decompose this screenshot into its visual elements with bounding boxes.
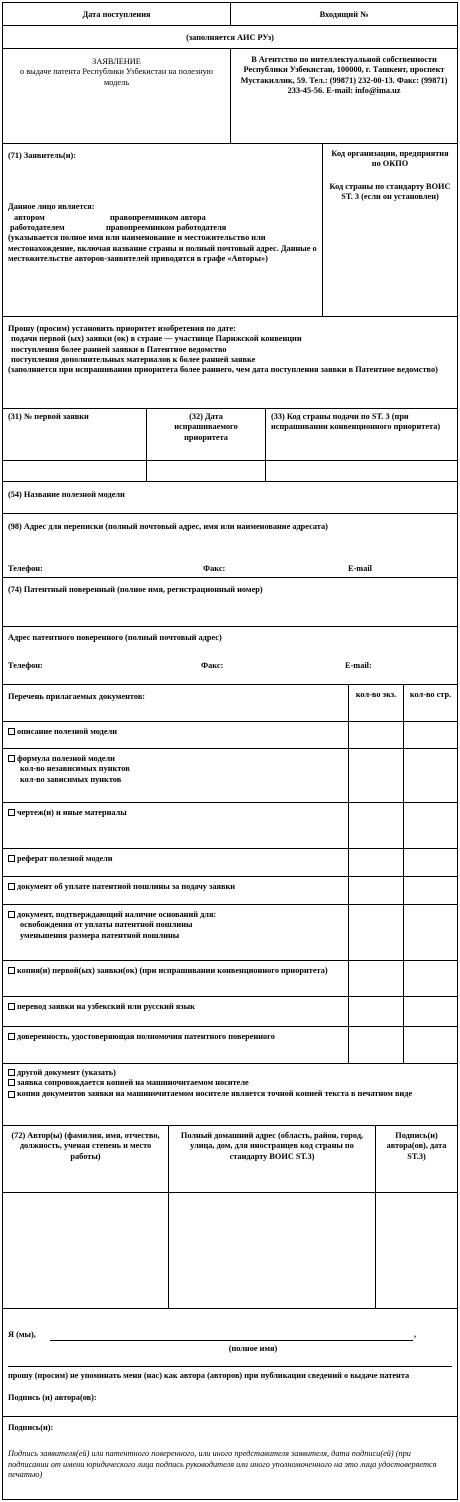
checkbox[interactable]	[8, 883, 15, 890]
priority-line1: Прошу (просим) установить приоритет изобретения по дате:	[8, 324, 236, 333]
document-sublabel: уменьшения размера патентной пошлины	[20, 930, 180, 940]
checkbox[interactable]	[8, 1079, 15, 1086]
model-name-label: (54) Название полезной модели	[8, 490, 125, 499]
copies-field[interactable]	[348, 960, 404, 997]
other-documents-cell	[2, 1063, 458, 1126]
authors-field[interactable]	[2, 1192, 169, 1309]
correspondence-email: E-mail	[348, 564, 372, 573]
document-label-text: формула полезной модели	[17, 754, 115, 763]
country-code-header	[265, 408, 458, 461]
pages-field[interactable]	[403, 904, 458, 961]
author-signature-label: Подпись(и) автора(ов), дата ST.3)	[386, 1131, 447, 1161]
documents-header-label: Перечень прилагаемых документов:	[8, 692, 146, 701]
country-code-field[interactable]	[265, 460, 458, 482]
checkbox[interactable]	[8, 1003, 15, 1010]
agency-address: В Агентство по интеллектуальной собственности Республики Узбекистан, 100000, г. Ташкент, проспект Мустакиллик, 59. Тел.: (99871) 232-00-13. Факс: (99871) 233-45-56. E-mail: info@ima.uz	[240, 55, 448, 96]
applicant-label: (71) Заявитель(и):	[8, 151, 77, 160]
correspondence-phone: Телефон:	[8, 564, 43, 573]
document-row[interactable]	[2, 721, 349, 749]
document-row[interactable]	[2, 996, 349, 1027]
authors-header	[2, 1125, 169, 1193]
document-label-text: описание полезной модели	[17, 727, 117, 736]
applicant-cell[interactable]	[2, 143, 323, 317]
date-received-label: Дата поступления	[82, 10, 151, 19]
model-name-cell[interactable]	[2, 481, 458, 514]
okpo-label: Код организации, предприятия по ОКПО	[331, 149, 449, 169]
pages-column-header	[403, 684, 458, 722]
applicant-instruction: (указывается полное имя или наименование и местожительство или местонахождение, включая название страны и полный почтовый адрес. Данные о местожительстве авторов-заявителей приводятся в графе «Авторы»)	[8, 233, 317, 264]
option-employer-successor[interactable]: правопреемником работодателя	[106, 223, 227, 233]
document-label	[8, 1002, 343, 1012]
priority-date-field[interactable]	[146, 460, 266, 482]
other-document-label: другой документ (указать)	[17, 1068, 116, 1077]
other-document-item[interactable]	[8, 1068, 452, 1078]
document-label	[8, 808, 343, 818]
option-author-successor[interactable]: правопреемником автора	[110, 212, 206, 222]
declaration-sign[interactable]: Подпись (и) автора(ов):	[8, 1393, 97, 1402]
copies-field[interactable]	[348, 802, 404, 849]
checkbox[interactable]	[8, 911, 15, 918]
home-address-label: Полный домашний адрес (область, район, город, улица, дом, для иностранцев код страны по стандарту ВОИС ST.3)	[180, 1131, 364, 1161]
checkbox[interactable]	[8, 809, 15, 816]
pages-field[interactable]	[403, 748, 458, 803]
document-label	[8, 882, 343, 892]
priority-date-header	[146, 408, 266, 461]
copies-field[interactable]	[348, 748, 404, 803]
pages-field[interactable]	[403, 996, 458, 1027]
correspondence-fax: Факс:	[203, 564, 226, 573]
attorney-fax: Факс:	[201, 661, 224, 670]
document-sublabel: кол-во независимых пунктов	[20, 764, 130, 774]
document-label-text: документ, подтверждающий наличие оснований для:	[17, 910, 217, 919]
incoming-number-label: Входящий №	[319, 10, 369, 19]
priority-cell	[2, 316, 458, 409]
attorney-address-label: Адрес патентного поверенного (полный почтовый адрес)	[8, 633, 222, 642]
document-sublabel: кол-во зависимых пунктов	[20, 774, 122, 784]
copies-field[interactable]	[348, 876, 404, 905]
authors-label: (72) Автор(ы) (фамилия, имя, отчество, должность, ученая степень и место работы)	[11, 1131, 160, 1161]
first-application-number-header	[2, 408, 147, 461]
author-signature-header	[375, 1125, 458, 1193]
copies-label: кол-во экз.	[355, 690, 397, 699]
document-label-text: документ об уплате патентной пошлины за подачу заявки	[17, 882, 236, 891]
attorney-cell[interactable]	[2, 577, 458, 627]
declaration-prefix: Я (мы),	[8, 1330, 36, 1339]
priority-line3[interactable]: поступления более ранней заявки в Патентное ведомство	[11, 344, 227, 354]
title-line1: ЗАЯВЛЕНИЕ	[92, 57, 141, 66]
checkbox[interactable]	[8, 755, 15, 762]
document-label-text: копия(и) первой(ых) заявки(ок) (при испрашивании конвенционного приоритета)	[17, 966, 328, 975]
checkbox[interactable]	[8, 855, 15, 862]
title-line2: о выдаче патента Республики Узбекистан на полезную модель	[19, 67, 213, 87]
c31-label: (31) № первой заявки	[8, 412, 89, 421]
signature-label: Подпись(и):	[8, 1423, 54, 1432]
copies-column-header	[348, 684, 404, 722]
author-options-row	[8, 213, 317, 223]
document-row[interactable]	[2, 748, 349, 803]
exact-copy-label: копия документов заявки на машиночитаемом носителе является точной копией текста в печатном виде	[17, 1088, 413, 1098]
document-row[interactable]	[2, 848, 349, 877]
declaration-text: прошу (просим) не упоминать меня (нас) как автора (авторов) при публикации сведений о выдаче патента	[8, 1371, 410, 1380]
attorney-label: (74) Патентный поверенный (полное имя, регистрационный номер)	[8, 585, 263, 594]
document-label	[8, 854, 343, 864]
document-row[interactable]	[2, 876, 349, 905]
document-row[interactable]	[2, 802, 349, 849]
document-label	[8, 727, 343, 737]
document-label-text: реферат полезной модели	[17, 854, 113, 863]
country-code-label: Код страны по стандарту ВОИС ST. 3 (если он установлен)	[329, 181, 451, 202]
pages-field[interactable]	[403, 848, 458, 877]
copies-field[interactable]	[348, 721, 404, 749]
comma: ,	[414, 1330, 417, 1339]
correspondence-cell[interactable]	[2, 513, 458, 578]
codes-cell[interactable]	[322, 143, 458, 317]
ais-note: (заполняется АИС РУз)	[186, 33, 274, 42]
checkbox[interactable]	[8, 728, 15, 735]
document-label-text: чертеж(и) и иные материалы	[17, 808, 127, 817]
checkbox[interactable]	[8, 1069, 15, 1076]
pages-field[interactable]	[403, 876, 458, 905]
first-application-number-field[interactable]	[2, 460, 147, 482]
declaration-cell	[2, 1308, 458, 1417]
pages-field[interactable]	[403, 802, 458, 849]
copies-field[interactable]	[348, 904, 404, 961]
document-row[interactable]	[2, 904, 349, 961]
exact-copy-item[interactable]	[8, 1089, 452, 1099]
pages-field[interactable]	[403, 721, 458, 749]
attorney-phone: Телефон:	[8, 661, 43, 670]
ais-note-cell	[2, 25, 458, 49]
priority-line2[interactable]: подачи первой (ых) заявки (ок) в стране — участнице Парижской конвенции	[11, 334, 302, 344]
checkbox[interactable]	[8, 967, 15, 974]
date-received-cell[interactable]	[2, 2, 231, 26]
checkbox[interactable]	[8, 1033, 15, 1040]
document-label	[8, 910, 343, 920]
pages-label: кол-во стр.	[409, 690, 452, 699]
document-row[interactable]	[2, 960, 349, 997]
priority-line4[interactable]: поступления дополнительных материалов к более ранней заявке	[11, 355, 256, 365]
signature-cell[interactable]	[2, 1416, 458, 1500]
author-signature-field[interactable]	[375, 1192, 458, 1309]
document-row[interactable]	[2, 1026, 349, 1064]
home-address-header	[168, 1125, 376, 1193]
agency-address-cell	[230, 48, 458, 144]
c33-label: (33) Код страны подачи по ST. 3 (при испрашивании конвенционного приоритета)	[271, 412, 441, 432]
separator-line	[8, 1366, 452, 1367]
machine-readable-item[interactable]	[8, 1078, 452, 1088]
document-label-text: доверенность, удостоверяющая полномочия патентного поверенного	[17, 1032, 275, 1041]
document-sublabel: освобождения от уплаты патентной пошлины	[20, 920, 193, 930]
title-cell	[2, 48, 231, 144]
documents-header	[2, 684, 349, 722]
option-employer[interactable]: работодателем	[10, 223, 65, 233]
c32-label: (32) Дата испрашиваемого приоритета	[174, 412, 238, 442]
document-label-text: перевод заявки на узбекский или русский язык	[17, 1002, 195, 1011]
document-label	[8, 1032, 343, 1042]
full-name-caption: (полное имя)	[228, 1344, 278, 1353]
correspondence-label: (98) Адрес для переписки (полный почтовый адрес, имя или наименование адресата)	[8, 522, 328, 531]
home-address-field[interactable]	[168, 1192, 376, 1309]
signature-note: Подпись заявителя(ей) или патентного поверенного, или иного представителя заявителя, дата подписи(ей) (при подписании от имени юридического лица подпись руководителя или иного уполномоченного на это лица удостоверяется печатью)	[8, 1449, 437, 1480]
pages-field[interactable]	[403, 960, 458, 997]
pages-field[interactable]	[403, 1026, 458, 1064]
document-label	[8, 966, 343, 976]
option-author[interactable]: автором	[14, 212, 45, 222]
copies-field[interactable]	[348, 996, 404, 1027]
attorney-email: E-mail:	[345, 661, 372, 670]
priority-note: (заполняется при испрашивании приоритета более раннего, чем дата поступления заявки в Патентное ведомство)	[8, 365, 438, 375]
name-line[interactable]	[50, 1340, 413, 1341]
checkbox[interactable]	[8, 1091, 15, 1098]
employer-options-row	[8, 223, 317, 233]
incoming-number-cell[interactable]	[230, 2, 458, 26]
machine-readable-label: заявка сопровождается копией на машиночитаемом носителе	[17, 1078, 249, 1088]
document-label	[8, 754, 343, 764]
copies-field[interactable]	[348, 1026, 404, 1064]
copies-field[interactable]	[348, 848, 404, 877]
person-is-label: Данное лицо является:	[8, 202, 95, 212]
attorney-address-cell[interactable]	[2, 626, 458, 685]
